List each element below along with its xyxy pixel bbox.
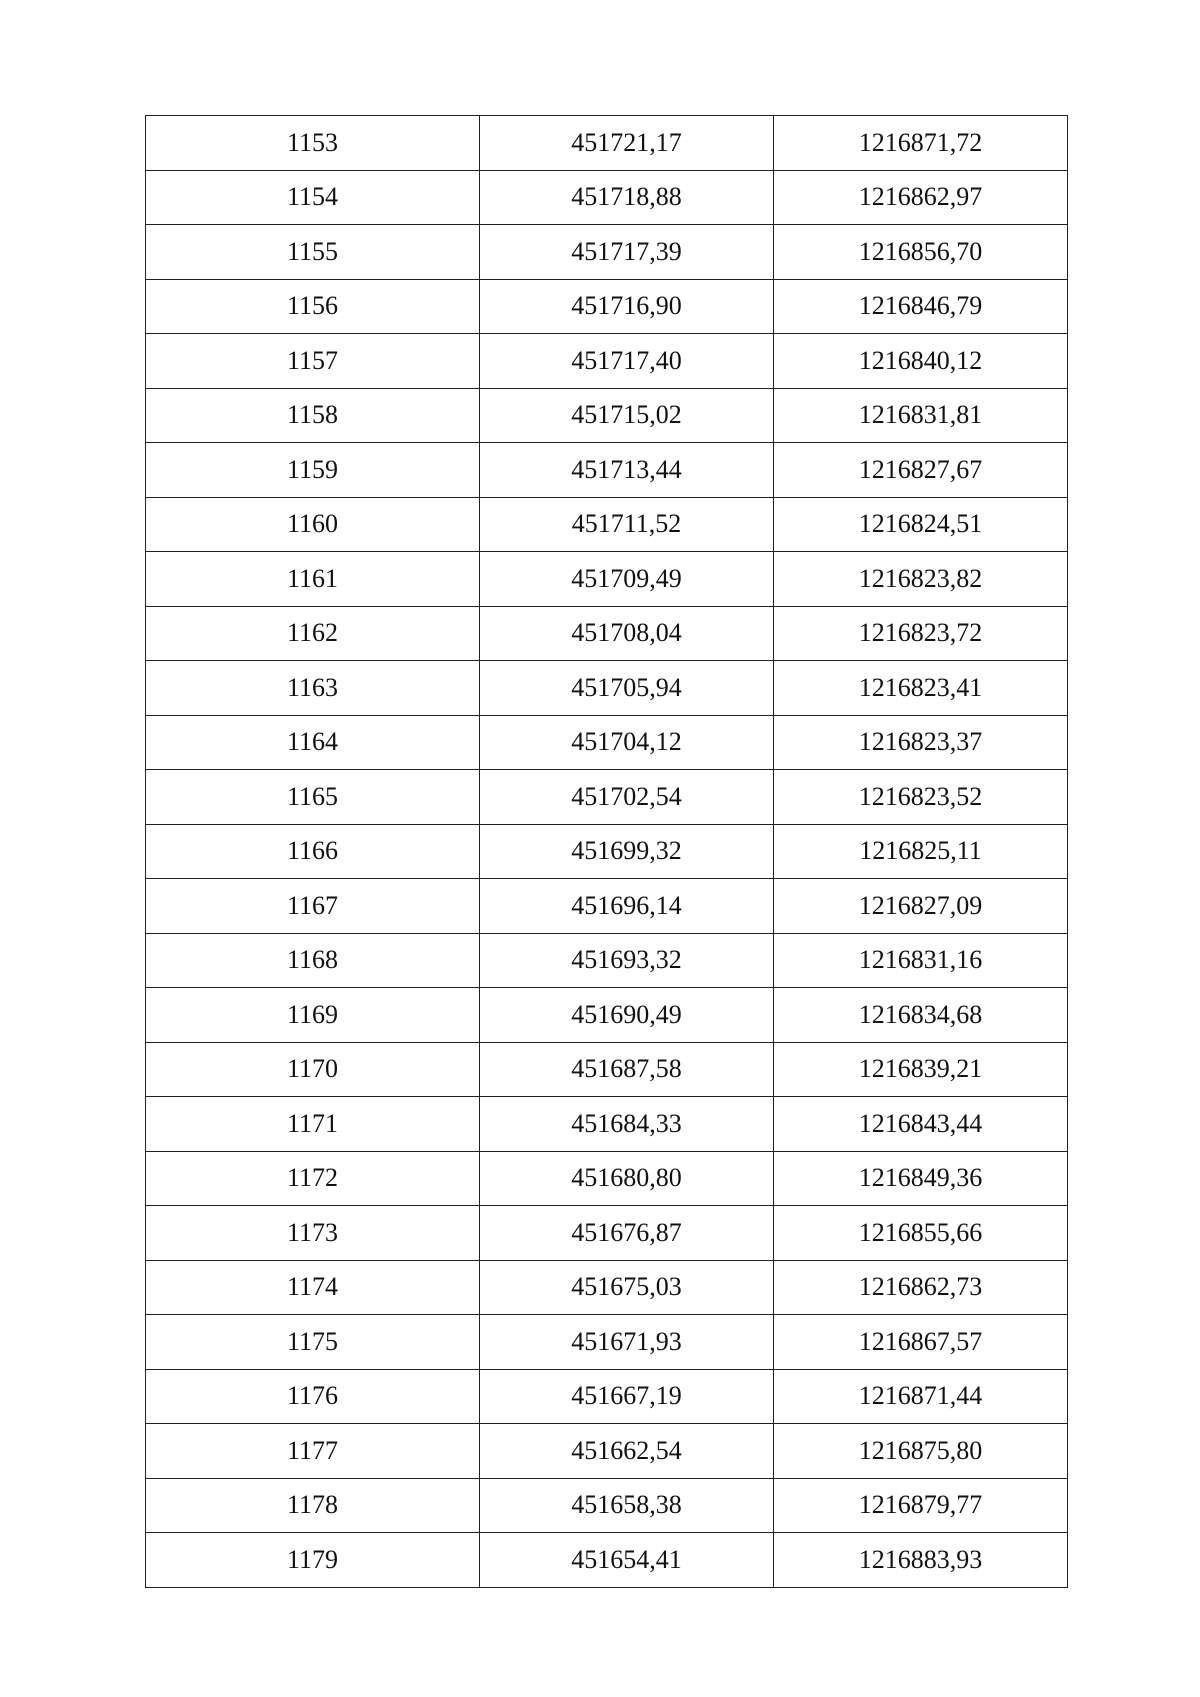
table-row <box>146 1151 1068 1206</box>
point-number-cell: 1165 <box>146 770 480 825</box>
y-coordinate-cell: 1216871,72 <box>774 116 1068 171</box>
table-row <box>146 1315 1068 1370</box>
table-row <box>146 1478 1068 1533</box>
x-coordinate-cell: 451721,17 <box>480 116 774 171</box>
x-coordinate-cell: 451699,32 <box>480 824 774 879</box>
x-coordinate-cell: 451704,12 <box>480 715 774 770</box>
y-coordinate-cell: 1216824,51 <box>774 497 1068 552</box>
y-coordinate-cell: 1216823,37 <box>774 715 1068 770</box>
point-number-cell: 1178 <box>146 1478 480 1533</box>
x-coordinate-cell: 451715,02 <box>480 388 774 443</box>
x-coordinate-cell: 451717,40 <box>480 334 774 389</box>
y-coordinate-cell: 1216831,81 <box>774 388 1068 443</box>
y-coordinate-cell: 1216843,44 <box>774 1097 1068 1152</box>
x-coordinate-cell: 451671,93 <box>480 1315 774 1370</box>
x-coordinate-cell: 451680,80 <box>480 1151 774 1206</box>
table-row <box>146 606 1068 661</box>
table-row <box>146 552 1068 607</box>
x-coordinate-cell: 451705,94 <box>480 661 774 716</box>
y-coordinate-cell: 1216834,68 <box>774 988 1068 1043</box>
point-number-cell: 1174 <box>146 1260 480 1315</box>
x-coordinate-cell: 451658,38 <box>480 1478 774 1533</box>
point-number-cell: 1168 <box>146 933 480 988</box>
table-row <box>146 824 1068 879</box>
point-number-cell: 1153 <box>146 116 480 171</box>
point-number-cell: 1154 <box>146 170 480 225</box>
table-row <box>146 661 1068 716</box>
point-number-cell: 1173 <box>146 1206 480 1261</box>
y-coordinate-cell: 1216827,09 <box>774 879 1068 934</box>
x-coordinate-cell: 451713,44 <box>480 443 774 498</box>
point-number-cell: 1157 <box>146 334 480 389</box>
y-coordinate-cell: 1216823,41 <box>774 661 1068 716</box>
x-coordinate-cell: 451693,32 <box>480 933 774 988</box>
x-coordinate-cell: 451718,88 <box>480 170 774 225</box>
point-number-cell: 1169 <box>146 988 480 1043</box>
table-row <box>146 879 1068 934</box>
table-row <box>146 497 1068 552</box>
table-row <box>146 225 1068 280</box>
x-coordinate-cell: 451687,58 <box>480 1042 774 1097</box>
point-number-cell: 1177 <box>146 1424 480 1479</box>
x-coordinate-cell: 451690,49 <box>480 988 774 1043</box>
point-number-cell: 1159 <box>146 443 480 498</box>
table-row <box>146 443 1068 498</box>
table-row <box>146 116 1068 171</box>
table-row <box>146 1369 1068 1424</box>
y-coordinate-cell: 1216871,44 <box>774 1369 1068 1424</box>
x-coordinate-cell: 451662,54 <box>480 1424 774 1479</box>
point-number-cell: 1172 <box>146 1151 480 1206</box>
y-coordinate-cell: 1216827,67 <box>774 443 1068 498</box>
table-row <box>146 1424 1068 1479</box>
point-number-cell: 1164 <box>146 715 480 770</box>
table-row <box>146 388 1068 443</box>
table-row <box>146 770 1068 825</box>
x-coordinate-cell: 451711,52 <box>480 497 774 552</box>
point-number-cell: 1163 <box>146 661 480 716</box>
y-coordinate-cell: 1216840,12 <box>774 334 1068 389</box>
y-coordinate-cell: 1216839,21 <box>774 1042 1068 1097</box>
x-coordinate-cell: 451684,33 <box>480 1097 774 1152</box>
x-coordinate-cell: 451702,54 <box>480 770 774 825</box>
x-coordinate-cell: 451676,87 <box>480 1206 774 1261</box>
y-coordinate-cell: 1216823,52 <box>774 770 1068 825</box>
y-coordinate-cell: 1216823,72 <box>774 606 1068 661</box>
x-coordinate-cell: 451667,19 <box>480 1369 774 1424</box>
table-row <box>146 1260 1068 1315</box>
point-number-cell: 1160 <box>146 497 480 552</box>
point-number-cell: 1158 <box>146 388 480 443</box>
table-row <box>146 933 1068 988</box>
y-coordinate-cell: 1216867,57 <box>774 1315 1068 1370</box>
coordinates-table-body <box>146 116 1068 1588</box>
table-row <box>146 988 1068 1043</box>
point-number-cell: 1161 <box>146 552 480 607</box>
x-coordinate-cell: 451675,03 <box>480 1260 774 1315</box>
x-coordinate-cell: 451654,41 <box>480 1533 774 1588</box>
y-coordinate-cell: 1216856,70 <box>774 225 1068 280</box>
y-coordinate-cell: 1216823,82 <box>774 552 1068 607</box>
point-number-cell: 1166 <box>146 824 480 879</box>
y-coordinate-cell: 1216879,77 <box>774 1478 1068 1533</box>
point-number-cell: 1155 <box>146 225 480 280</box>
x-coordinate-cell: 451716,90 <box>480 279 774 334</box>
y-coordinate-cell: 1216846,79 <box>774 279 1068 334</box>
x-coordinate-cell: 451717,39 <box>480 225 774 280</box>
y-coordinate-cell: 1216849,36 <box>774 1151 1068 1206</box>
table-row <box>146 170 1068 225</box>
y-coordinate-cell: 1216855,66 <box>774 1206 1068 1261</box>
coordinates-table <box>145 115 1068 1588</box>
y-coordinate-cell: 1216825,11 <box>774 824 1068 879</box>
point-number-cell: 1171 <box>146 1097 480 1152</box>
point-number-cell: 1156 <box>146 279 480 334</box>
table-row <box>146 1206 1068 1261</box>
point-number-cell: 1170 <box>146 1042 480 1097</box>
point-number-cell: 1162 <box>146 606 480 661</box>
x-coordinate-cell: 451696,14 <box>480 879 774 934</box>
table-row <box>146 334 1068 389</box>
y-coordinate-cell: 1216883,93 <box>774 1533 1068 1588</box>
point-number-cell: 1179 <box>146 1533 480 1588</box>
x-coordinate-cell: 451708,04 <box>480 606 774 661</box>
y-coordinate-cell: 1216862,73 <box>774 1260 1068 1315</box>
table-row <box>146 1533 1068 1588</box>
table-row <box>146 1042 1068 1097</box>
point-number-cell: 1176 <box>146 1369 480 1424</box>
point-number-cell: 1175 <box>146 1315 480 1370</box>
table-row <box>146 715 1068 770</box>
table-row <box>146 1097 1068 1152</box>
y-coordinate-cell: 1216831,16 <box>774 933 1068 988</box>
x-coordinate-cell: 451709,49 <box>480 552 774 607</box>
y-coordinate-cell: 1216862,97 <box>774 170 1068 225</box>
table-row <box>146 279 1068 334</box>
point-number-cell: 1167 <box>146 879 480 934</box>
y-coordinate-cell: 1216875,80 <box>774 1424 1068 1479</box>
